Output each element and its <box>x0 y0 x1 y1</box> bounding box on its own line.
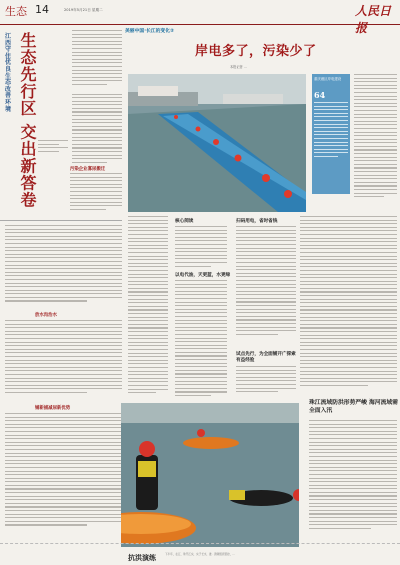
feature-byline: 本报记者 … <box>230 65 247 69</box>
right-col-text <box>300 216 397 389</box>
feature-headline: 岸电多了，污染少了 <box>195 44 317 59</box>
issue-date: 2019年5月21日 星期二 <box>64 8 103 12</box>
feature-series-tag: 美丽中国·长江的变化② <box>125 29 175 34</box>
right-top-text <box>354 74 397 200</box>
page-number: 14 <box>35 3 49 16</box>
flood-drill-photo <box>121 403 299 547</box>
left-divider <box>0 220 122 221</box>
page-header <box>0 0 400 25</box>
mid-col-1-text <box>128 216 168 396</box>
left-mid-text <box>70 173 122 213</box>
left-subhead-1: 污染企业寡尿搬迁 <box>70 167 106 172</box>
infographic-number: 64 <box>314 90 326 100</box>
left-body-text-3 <box>5 413 122 528</box>
port-photo <box>128 74 306 212</box>
caption-note: 下半年，在江、珠开江实，实于长水，推 · 测调组抓管控，… <box>165 553 235 556</box>
mid-col-3-text <box>236 226 296 337</box>
infographic-text <box>314 102 348 160</box>
left-kicker: 江西守住优良生态 改善环境 <box>5 33 12 113</box>
left-top-text <box>72 30 122 165</box>
flood-headline: 珠江流域防洪形势严峻 海河流域需全面入汛 <box>309 400 398 414</box>
left-author-lines <box>38 140 68 154</box>
footer-divider <box>0 543 400 544</box>
mid-col-3b-text <box>236 366 296 395</box>
infographic-title: 重庆港区岸电建设 <box>314 77 342 81</box>
mid-heading-1: 以电代油，天更蓝，水更绿 <box>175 273 231 278</box>
left-body-text-2 <box>5 320 122 395</box>
flood-body-text <box>309 420 397 531</box>
left-headline: 生态先行区 交出新答卷 <box>18 32 37 209</box>
left-subhead-3: 铺新捕减尿新优势 <box>35 406 71 411</box>
photo-caption: 抗洪演练 <box>128 553 156 562</box>
mid-heading-2: 扫码用电，省时省钱 <box>236 219 278 224</box>
left-subhead-2: 放水沟治水 <box>35 313 57 318</box>
masthead-logo: 人民日报 <box>355 4 392 35</box>
core-reading-text <box>175 226 227 269</box>
mid-heading-3: 试点先行，为全面铺开广探索有益经验 <box>236 352 296 363</box>
mid-col-2-text <box>175 280 227 399</box>
section-name: 生态 <box>5 5 27 18</box>
left-body-text-1 <box>5 225 122 304</box>
core-reading-heading: 核心阅读 <box>175 219 194 224</box>
